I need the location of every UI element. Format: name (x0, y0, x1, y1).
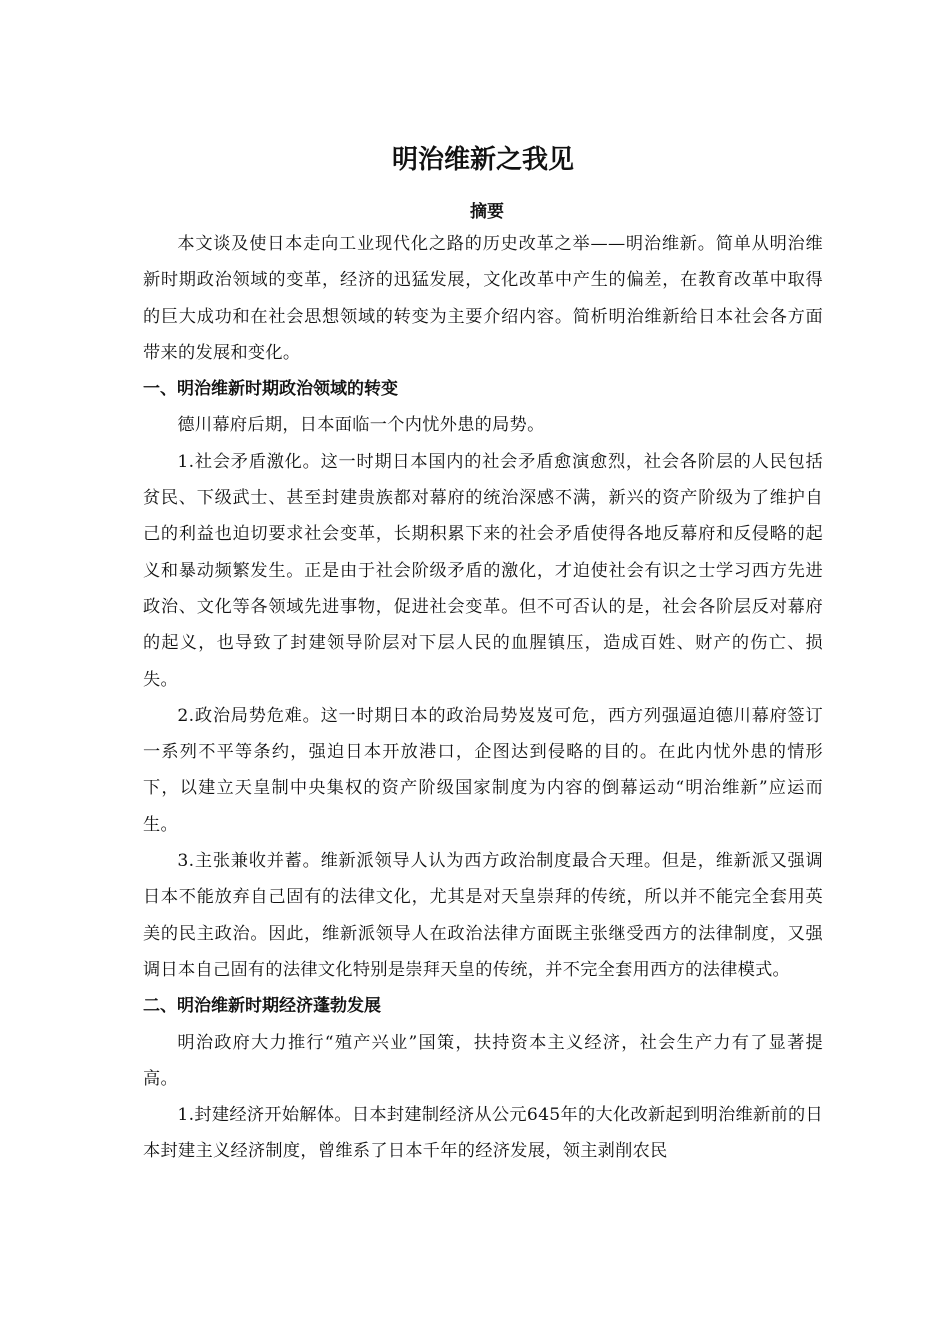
section-2-heading: 二、明治维新时期经济蓬勃发展 (143, 996, 381, 1017)
section-1-intro: 德川幕府后期，日本面临一个内忧外患的局势。 (177, 415, 545, 436)
document-page (143, 140, 823, 1170)
section-1-paragraph-1: 1.社会矛盾激化。这一时期日本国内的社会矛盾愈演愈烈，社会各阶层的人民包括贫民、下级武士、甚至封建贵族都对幕府的统治深感不满，新兴的资产阶级为了维护自己的利益也迫切要求社会变革，长期积累下来的社会矛盾使得各地反幕府和反侵略的起义和暴动频繁发生。正是由于社会阶级矛盾的激化，才迫使社会有识之士学习西方先进政治、文化等各领域先进事物，促进社会变革。但不可否认的是，社会各阶层反对幕府的起义，也导致了封建领导阶层对下层人民的血腥镇压，造成百姓、财产的伤亡、损失。 (143, 451, 823, 690)
section-2-intro: 明治政府大力推行“殖产兴业”国策，扶持资本主义经济，社会生产力有了显著提高。 (143, 1032, 823, 1089)
abstract-heading: 摘要 (470, 202, 504, 222)
section-1-paragraph-3: 3.主张兼收并蓄。维新派领导人认为西方政治制度最合天理。但是，维新派又强调日本不能放弃自己固有的法律文化，尤其是对天皇崇拜的传统，所以并不能完全套用英美的民主政治。因此，维新派领导人在政治法律方面既主张继受西方的法律制度，又强调日本自己固有的法律文化特别是崇拜天皇的传统，并不完全套用西方的法律模式。 (143, 851, 823, 980)
section-1-paragraph-2: 2.政治局势危难。这一时期日本的政治局势岌岌可危，西方列强逼迫德川幕府签订一系列不平等条约，强迫日本开放港口，企图达到侵略的目的。在此内忧外患的情形下，以建立天皇制中央集权的资产阶级国家制度为内容的倒幕运动“明治维新”应运而生。 (143, 705, 823, 835)
section-2-paragraph-1: 1.封建经济开始解体。日本封建制经济从公元645年的大化改新起到明治维新前的日本封建主义经济制度，曾维系了日本千年的经济发展，领主剥削农民 (143, 1105, 823, 1162)
section-1-heading: 一、明治维新时期政治领域的转变 (143, 379, 398, 400)
document-title: 明治维新之我见 (391, 145, 574, 175)
abstract-paragraph: 本文谈及使日本走向工业现代化之路的历史改革之举——明治维新。简单从明治维新时期政治领域的变革，经济的迅猛发展，文化改革中产生的偏差，在教育改革中取得的巨大成功和在社会思想领域的转变为主要介绍内容。简析明治维新给日本社会各方面带来的发展和变化。 (143, 234, 823, 363)
